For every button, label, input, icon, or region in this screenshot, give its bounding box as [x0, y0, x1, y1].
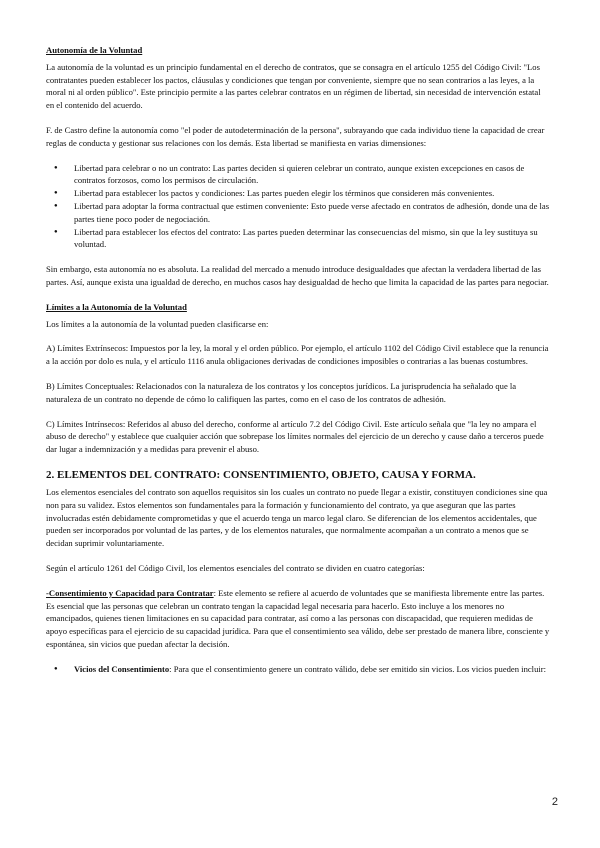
consentimiento-term: -Consentimiento y Capacidad para Contratar: [46, 587, 214, 598]
paragraph-1: La autonomía de la voluntad es un principio fundamental en el derecho de contratos, que se consagra en el artículo 1255 del Código Civil: "Los contratantes pueden establecer los pactos, cláusulas y condiciones que tengan por conveniente, siempre que no sean contrarios a las leyes, a la moral ni al orden público". Este principio permite a las partes celebrar contratos en un régimen de libertad, sin necesidad de intervención estatal en el contenido del acuerdo.: [46, 61, 541, 111]
paragraph-8: Los elementos esenciales del contrato son aquellos requisitos sin los cuales un contrato no puede llegar a existir, constituyen condiciones sine qua non para su validez. Estos elementos son fundamentales para la formación y funcionamiento del contrato, ya que aseguran que las partes involucradas estén debidamente comprometidas y que el acuerdo tenga un marco legal claro. Se diferencian de los elementos accidentales, que pueden ser incorporados por voluntad de las partes, y de los elementos naturales, que normalmente acompañan a un contrato a menos que se decidan suprimir voluntariamente.: [46, 486, 548, 549]
paragraph-6: B) Límites Conceptuales: Relacionados con la naturaleza de los contratos y los conceptos jurídicos. La jurisprudencia ha señalado que la naturaleza de un contrato no depende de cómo lo califiquen las partes, como en el caso de los contratos de adhesión.: [46, 380, 517, 404]
document-page: [46, 44, 550, 687]
list-item: ● Libertad para adoptar la forma contractual que estimen conveniente: Esto puede verse afectado en contratos de adhesión, donde una de las partes tiene poco poder de negociación.: [74, 200, 550, 226]
list-item: ● Libertad para establecer los efectos del contrato: Las partes pueden determinar las consecuencias del mismo, sin que la ley sustituya su voluntad.: [74, 226, 550, 252]
heading-limites: Límites a la Autonomía de la Voluntad: [46, 301, 187, 312]
paragraph-3: Sin embargo, esta autonomía no es absoluta. La realidad del mercado a menudo introduce desigualdades que afectan la verdadera libertad de las partes. Así, aunque exista una igualdad de derecho, en muchos casos hay desigualdad de hecho que limita la capacidad de las partes para negociar.: [46, 264, 549, 287]
heading-elementos: 2. ELEMENTOS DEL CONTRATO: CONSENTIMIENTO, OBJETO, CAUSA Y FORMA.: [46, 468, 476, 481]
paragraph-5: A) Límites Extrínsecos: Impuestos por la ley, la moral y el orden público. Por ejemplo, el artículo 1102 del Código Civil establece que la renuncia a la acción por dolo es nula, y el artículo 1116 anula obligaciones derivadas de condiciones imposibles o contrarias a las buenas costumbres.: [46, 343, 549, 367]
paragraph-10: [46, 587, 550, 651]
paragraph-7: C) Límites Intrínsecos: Referidos al abuso del derecho, conforme al artículo 7.2 del Código Civil. Este artículo señala que "la ley no ampara el abuso de derecho" y establece que cualquier acción que sobrepase los límites normales del ejercicio de un derecho y cause daño a terceros puede dar lugar a indemnización y a medidas para prevenir el abuso.: [46, 418, 544, 455]
heading-autonomia: Autonomía de la Voluntad: [46, 45, 143, 55]
list-item: ● Libertad para establecer los pactos y condiciones: Las partes pueden elegir los términos que consideren más convenientes.: [74, 187, 550, 200]
dimensions-list: [46, 162, 550, 252]
list-item: ● Libertad para celebrar o no un contrato: Las partes deciden si quieren celebrar un contrato, aunque existen excepciones en casos de contratos forzosos, como los permisos de circulación.: [74, 162, 550, 188]
vicios-term: Vicios del Consentimiento: [74, 663, 170, 674]
paragraph-2: F. de Castro define la autonomía como "el poder de autodeterminación de la persona", subrayando que cada individuo tiene la capacidad de crear reglas de conducta y gestionar sus relaciones con los demás. Esta libertad se manifiesta en varias dimensiones:: [46, 124, 545, 148]
vicios-text: : Para que el consentimiento genere un contrato válido, debe ser emitido sin vicios. Los vicios pueden incluir:: [169, 663, 547, 674]
paragraph-9: Según el artículo 1261 del Código Civil, los elementos esenciales del contrato se dividen en cuatro categorías:: [46, 562, 425, 573]
list-item: [74, 663, 550, 676]
paragraph-4: Los límites a la autonomía de la voluntad pueden clasificarse en:: [46, 318, 269, 329]
consentimiento-text: : Este elemento se refiere al acuerdo de voluntades que se manifiesta libremente entre las partes. Es esencial que las personas que celebran un contrato tengan la capacidad legal necesaria para hacerlo. Esto incluye a los menores no emancipados, quienes tienen limitaciones en su capacidad para contratar, así como a las personas con discapacidad, que requieren medidas de apoyo específicas para el ejercicio de su capacidad jurídica. Para que el consentimiento sea válido, debe ser prestado de manera libre, consciente y espontánea, sin vicios que puedan afectar la decisión.: [46, 587, 550, 649]
page-number: 2: [551, 796, 558, 808]
vicios-list: [46, 663, 550, 676]
